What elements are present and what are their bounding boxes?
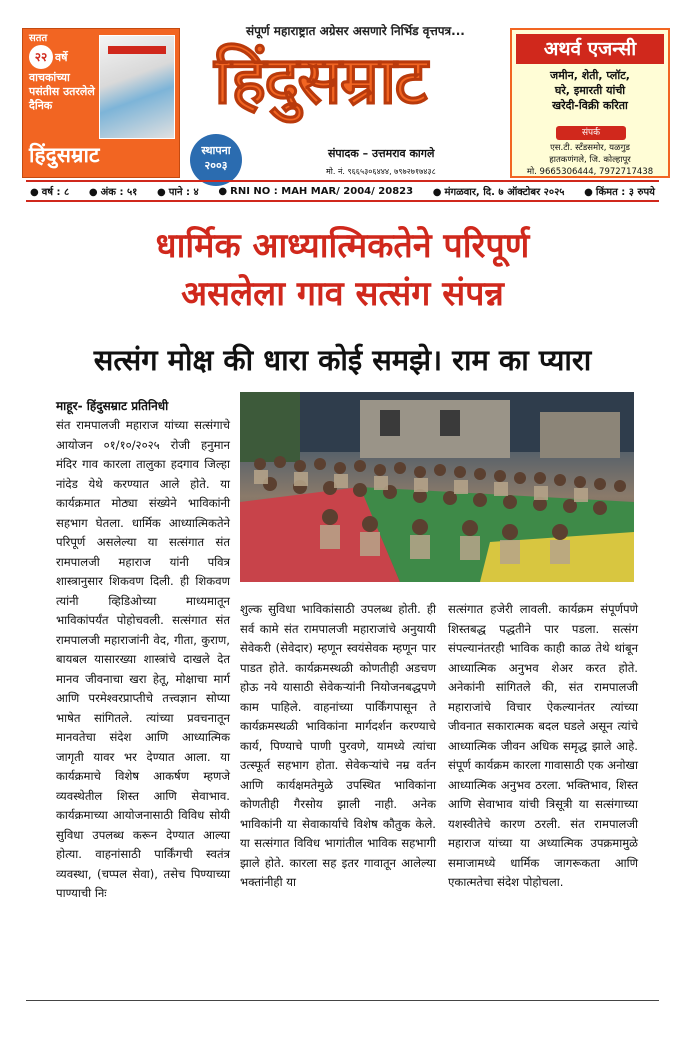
issue-date: ● मंगळवार, दि. ७ ऑक्टोबर २०२५ xyxy=(433,184,565,198)
editor-name: संपादक – उत्तमराव कागले xyxy=(328,147,435,160)
editor-mobile: मो. नं. ९६६५३०६४४४, ७९७२७१७४३८ xyxy=(326,167,436,176)
promo-years-number: २२ xyxy=(29,45,53,69)
headline-line: असलेला गाव सत्संग संपन्न xyxy=(181,274,504,314)
promo-name: हिंदुसम्राट xyxy=(29,142,100,167)
article-column-2: शुल्क सुविधा भाविकांसाठी उपलब्ध होती. ही सर्व कामे संत रामपालजी महाराजांचे अनुयायी सेवेकरी (सेवेदार) म्हणून स्वयंसेवक म्हणून पार पाडत होते. कार्यक्रमस्थळी कोणतीही अडचण होऊ नये यासाठी सेवेकऱ्यांनी नियोजनबद्धपणे काम पाहिले. वाहनांच्या पार्किंगपासून ते कार्यक्रमस्थळी भाविकांना मार्गदर्शन करण्याचे कार्य, पिण्याचे पाणी पुरवणे, यामध्ये त्यांचा उत्स्फूर्त सहभाग होता. सेवेकऱ्यांचे नम्र वर्तन आणि कार्यक्षमतेमुळे उपस्थित भाविकांना कोणतीही गैरसोय झाली नाही. अनेक भाविकांनी या सेवाकार्याचे विशेष कौतुक केले. या सत्संगात विविध भागांतील भाविक सहभागी झाले होते. कारला सह इतर गावातून आलेल्या भक्तांनीही या xyxy=(240,602,436,889)
article-byline: माहूर- हिंदुसम्राट प्रतिनिधी xyxy=(56,399,169,413)
issue-date-text: मंगळवार, दि. ७ ऑक्टोबर २०२५ xyxy=(444,187,565,198)
ad-services-line: घरे, इमारती यांची xyxy=(554,84,626,97)
established-label: स्थापना xyxy=(201,144,231,157)
article-column-1: संत रामपालजी महाराज यांच्या सत्संगाचे आयोजन ०१/१०/२०२५ रोजी हनुमान मंदिर गाव कारला तालुका हदगाव जिल्हा नांदेड येथे करण्यात आले होते. या कार्यक्रमात मोठ्या संख्येने भाविकांनी सहभाग घेतला. धार्मिक आध्यात्मिकतेने परिपूर्ण असलेल्या या सत्संगात संत रामपालजी महाराज यांनी पवित्र शास्त्रानुसार शिकवण दिली. ही शिकवण त्यांनी व्हिडिओच्या माध्यमातून भाविकांपर्यंत पोहोचवली. सत्संगात संत रामपालजी महाराजांनी वेद, गीता, कुराण, बायबल यासारख्या शास्त्रांचे दाखले देत मानव जीवनाचा खरा हेतू, मोक्षाचा मार्ग आणि परमेश्वरप्राप्तीचे तत्त्वज्ञान सोप्या भाषेत सांगितले. त्यांच्या प्रवचनातून मानवतेचा संदेश आणि आध्यात्मिक जागृती यावर भर देण्यात आला. या कार्यक्रमाचे विशेष आकर्षण म्हणजे व्यवस्थेतील शिस्त आणि सेवाभाव. कार्यक्रमाच्या आयोजनासाठी विविध सोयी सुविधा उपलब्ध करून देण्यात आल्या होत्या. वाहनांसाठी पार्किंगची स्वतंत्र व्यवस्था, (चप्पल सेवा), तसेच पिण्याच्या पाण्याची निः xyxy=(56,418,230,900)
ad-address xyxy=(516,142,664,178)
established-year: २००३ xyxy=(204,159,228,172)
promo-years-word: वर्षे xyxy=(55,51,68,64)
issue-rni: ● RNI NO : MAH MAR/ 2004/ 20823 xyxy=(218,185,414,197)
bottom-divider xyxy=(26,1000,659,1001)
satsang-event-photo xyxy=(240,392,634,582)
established-badge xyxy=(190,134,242,186)
promo-years xyxy=(29,45,67,69)
tagline: संपूर्ण महाराष्ट्रात अग्रेसर असणारे निर्भिड वृत्तपत्र... xyxy=(246,24,465,38)
issue-pages-text: पाने : ४ xyxy=(168,187,199,198)
article-headline xyxy=(26,222,659,318)
issue-year-text: वर्ष : ८ xyxy=(41,187,70,198)
article-subheadline: सत्संग मोक्ष की धारा कोई समझे। राम का प्यारा xyxy=(93,343,592,377)
issue-info-bar xyxy=(26,180,659,202)
issue-price-text: किंमत : ३ रुपये xyxy=(595,187,655,198)
ad-services-line: खरेदी-विक्री करिता xyxy=(552,99,628,112)
issue-year: ● वर्ष : ८ xyxy=(30,184,69,198)
issue-price: ● किंमत : ३ रुपये xyxy=(584,184,655,198)
promo-since: सतत xyxy=(29,33,48,44)
masthead xyxy=(8,8,677,178)
ad-phone: मो. 9665306444, 7972717438 xyxy=(526,167,654,177)
promo-liked-text: वाचकांच्या पसंतीस उतरलेले दैनिक xyxy=(29,71,95,112)
ad-services-line: जमीन, शेती, प्लॉट, xyxy=(550,69,630,82)
crowd-photo-illustration xyxy=(240,392,634,582)
issue-pages: ● पाने : ४ xyxy=(157,184,199,198)
headline-line: धार्मिक आध्यात्मिकतेने परिपूर्ण xyxy=(155,226,530,266)
ad-services xyxy=(516,68,664,113)
ad-contact-label: संपर्क xyxy=(556,126,626,140)
issue-number-text: अंक : ५१ xyxy=(100,187,138,198)
ad-address-line: एस.टी. स्टँडसमोर, यळगुड xyxy=(550,143,630,153)
article-column-3: सत्संगात हजेरी लावली. कार्यक्रम संपूर्णपणे शिस्तबद्ध पद्धतीने पार पडला. सत्संग संपल्यानंतरही भाविक काही काळ तेथे थांबून आध्यात्मिक अनुभव शेअर करत होते. अनेकांनी सांगितले की, संत रामपालजी महाराजांचे विचार ऐकल्यानंतर त्यांच्या जीवनात सकारात्मक बदल घडले असून त्यांचे आध्यात्मिक जीवन अधिक समृद्ध झाले आहे. संपूर्ण कार्यक्रम कारला गावासाठी एक अनोखा आध्यात्मिक अनुभव ठरला. भक्तिभाव, शिस्त आणि सेवाभाव यांची त्रिसूत्री या सत्संगाच्या यशस्वीतेचे कारण ठरली. संत रामपालजी महाराज यांच्या या अध्यात्मिक उपक्रमामुळे समाजामध्ये धार्मिक जागरूकता आणि एकात्मतेचा संदेश पोहोचला. xyxy=(448,602,638,889)
advertisement-box xyxy=(510,28,670,178)
issue-number: ● अंक : ५१ xyxy=(89,184,137,198)
issue-rni-text: RNI NO : MAH MAR/ 2004/ 20823 xyxy=(230,185,414,197)
newspaper-thumbnail-image xyxy=(99,35,175,139)
ad-address-line: हातकणंगले, जि. कोल्हापूर xyxy=(549,155,631,165)
ad-agency-name: अथर्व एजन्सी xyxy=(516,34,664,64)
title-block xyxy=(186,22,506,182)
promo-box xyxy=(22,28,180,178)
newspaper-logo: हिंदुसम्राट xyxy=(214,41,426,119)
